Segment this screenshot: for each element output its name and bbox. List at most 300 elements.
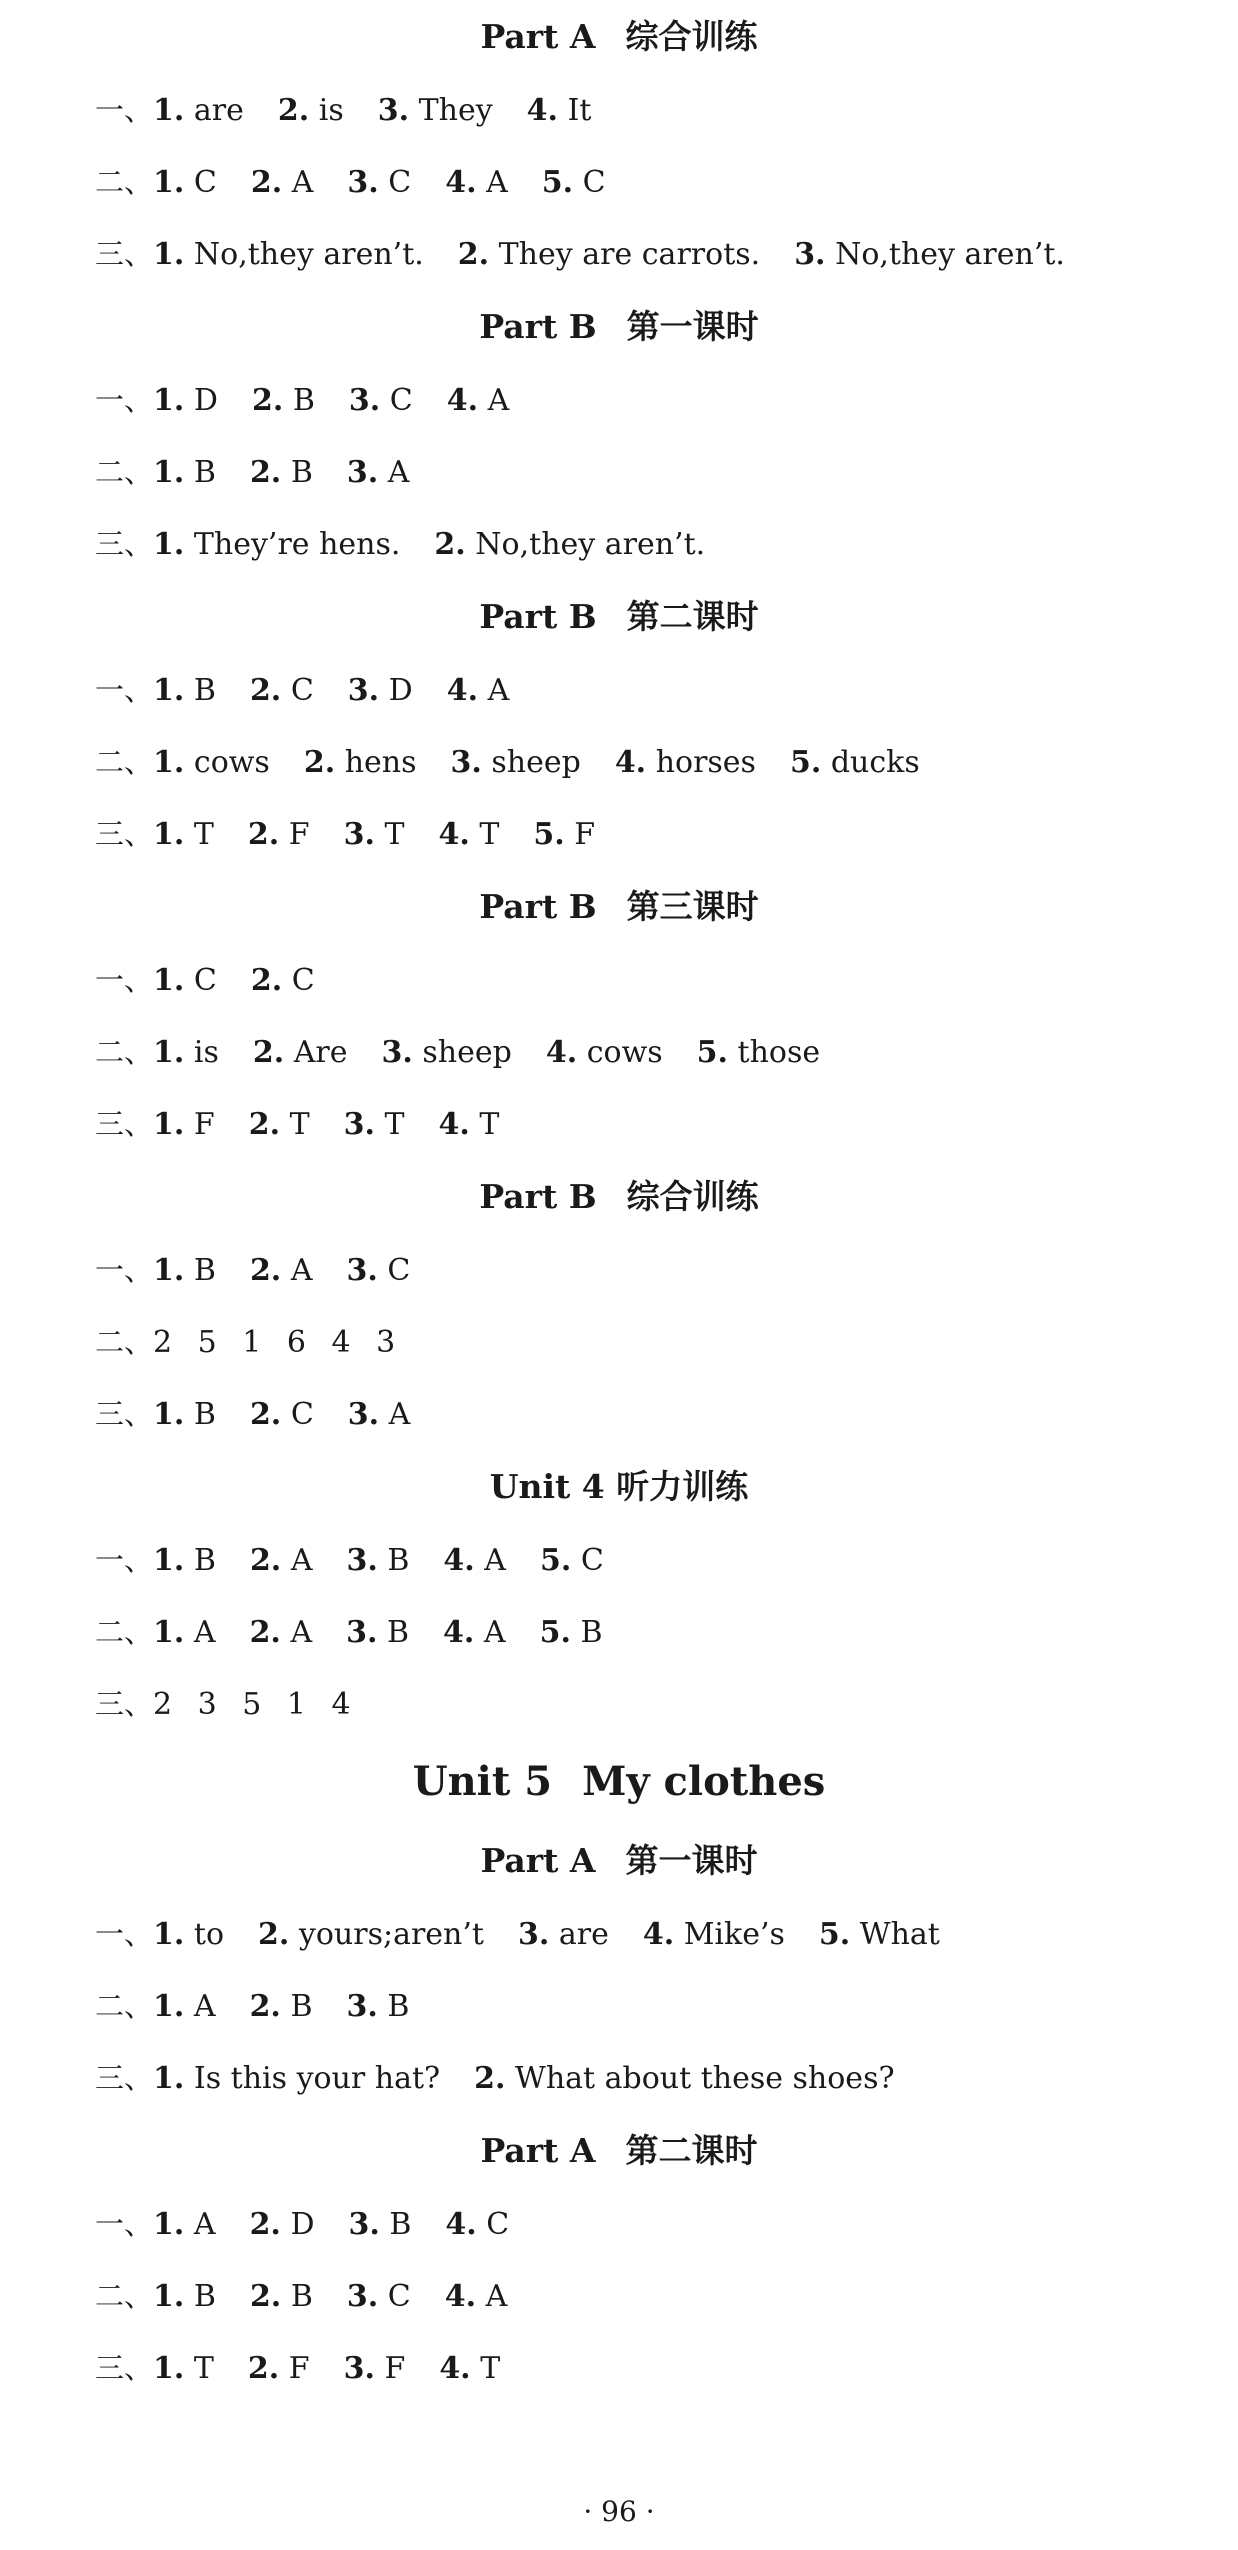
question-number: 1. <box>153 2279 185 2314</box>
answer-row <box>95 364 1238 436</box>
question-number: 4. <box>526 93 558 128</box>
question-number: 5. <box>539 1615 571 1650</box>
question-number: 2. <box>250 963 283 998</box>
answer-text: sheep <box>422 1035 512 1070</box>
section-heading <box>0 1824 1238 1898</box>
answer-item <box>819 1917 940 1952</box>
answer-item <box>697 1035 820 1070</box>
question-number: 4. <box>446 383 479 418</box>
answer-item <box>153 455 216 490</box>
answer-item <box>251 165 314 200</box>
question-number: 2. <box>258 1917 290 1952</box>
question-number: 2. <box>249 2279 282 2314</box>
answer-item <box>447 673 510 708</box>
answer-item <box>527 93 592 128</box>
answer-text: T <box>384 817 405 852</box>
question-group-marker: 三、 <box>95 2351 154 2385</box>
answer-item <box>250 1253 313 1288</box>
question-number: 1. <box>153 1253 185 1288</box>
answer-text: A <box>193 2207 216 2242</box>
answer-row <box>95 1016 1238 1088</box>
answer-item <box>439 1107 500 1142</box>
heading-text: 综合训练 <box>625 17 758 56</box>
answer-item <box>153 1107 215 1142</box>
answer-text: C <box>193 165 217 200</box>
question-number: 2. <box>249 1543 282 1578</box>
answer-item <box>250 1397 314 1432</box>
question-number: 2. <box>247 2351 280 2386</box>
section-heading <box>0 2114 1238 2188</box>
heading-text: Unit 5 <box>412 1758 553 1805</box>
answer-item <box>451 745 581 780</box>
question-group-marker: 三、 <box>95 817 154 851</box>
question-number: 1. <box>153 1989 185 2024</box>
answer-text: B <box>387 1989 410 2024</box>
answer-text: T <box>193 2351 214 2386</box>
answer-item <box>346 1615 409 1650</box>
answer-text: is <box>193 1035 219 1070</box>
question-number: 2. <box>249 1989 281 2024</box>
question-group-marker: 一、 <box>95 383 154 417</box>
answer-text: B <box>193 1397 216 1432</box>
question-group-marker: 三、 <box>95 527 154 561</box>
question-number: 2. <box>252 1035 285 1070</box>
question-number: 2. <box>247 817 280 852</box>
answer-text: C <box>290 1397 314 1432</box>
section-heading <box>0 1160 1238 1234</box>
question-number: 1. <box>153 455 185 490</box>
question-number: 5. <box>541 165 574 200</box>
answer-row <box>95 1970 1238 2042</box>
answer-row <box>95 1378 1238 1450</box>
answer-item <box>445 2279 508 2314</box>
question-number: 3. <box>343 817 375 852</box>
answer-item <box>346 1989 409 2024</box>
answer-item <box>344 1107 405 1142</box>
heading-text: 第三课时 <box>626 887 759 926</box>
answer-item <box>153 1253 216 1288</box>
section-heading <box>0 870 1238 944</box>
answer-text: F <box>288 2351 310 2386</box>
question-group-marker: 一、 <box>95 1543 154 1577</box>
question-number: 2. <box>249 1397 282 1432</box>
answer-item <box>443 1615 506 1650</box>
question-group-marker: 三、 <box>95 1107 154 1141</box>
question-number: 3. <box>348 2207 380 2242</box>
answer-row <box>95 2042 1238 2114</box>
question-group-marker: 三、 <box>95 2061 154 2095</box>
question-group-marker: 三、 <box>95 237 154 271</box>
question-group-marker: 二、 <box>95 1989 154 2023</box>
answer-item <box>533 817 595 852</box>
answer-item <box>347 2279 411 2314</box>
answer-item <box>250 455 313 490</box>
question-number: 2. <box>249 673 282 708</box>
answer-text: B <box>292 383 315 418</box>
heading-text: 第二课时 <box>626 597 759 636</box>
answer-item <box>251 963 315 998</box>
question-number: 3. <box>346 1615 378 1650</box>
question-number: 2. <box>303 745 336 780</box>
heading-text: Part B <box>479 597 597 636</box>
question-number: 3. <box>346 1543 378 1578</box>
answer-text: F <box>193 1107 215 1142</box>
question-number: 2. <box>251 383 284 418</box>
answer-text: Mike’s <box>683 1917 785 1952</box>
answer-row <box>95 2332 1238 2404</box>
answer-item <box>253 1035 348 1070</box>
answer-text: A <box>290 1253 313 1288</box>
question-group-marker: 一、 <box>95 673 154 707</box>
answer-row <box>95 654 1238 726</box>
answer-item <box>153 2279 216 2314</box>
answer-item <box>546 1035 663 1070</box>
question-number: 4. <box>444 2279 477 2314</box>
answer-row <box>95 2188 1238 2260</box>
answer-item <box>518 1917 609 1952</box>
question-number: 1. <box>153 1543 185 1578</box>
answer-row <box>95 74 1238 146</box>
question-number: 2. <box>248 1107 281 1142</box>
answer-item <box>153 1989 216 2024</box>
question-number: 1. <box>153 2207 185 2242</box>
question-number: 4. <box>438 817 470 852</box>
question-number: 1. <box>153 1397 185 1432</box>
question-number: 1. <box>153 1615 185 1650</box>
question-number: 5. <box>533 817 565 852</box>
answer-item <box>278 93 344 128</box>
question-number: 1. <box>153 1107 185 1142</box>
question-number: 2. <box>249 2207 281 2242</box>
question-number: 2. <box>474 2061 506 2096</box>
order-sequence: 2 3 5 1 4 <box>153 1687 352 1722</box>
question-number: 5. <box>789 745 822 780</box>
answer-row <box>95 1088 1238 1160</box>
question-group-marker: 二、 <box>95 1035 154 1069</box>
answer-item <box>250 1615 313 1650</box>
question-number: 1. <box>153 93 185 128</box>
unit-title <box>0 1740 1238 1824</box>
question-number: 1. <box>153 745 185 780</box>
question-number: 2. <box>249 1253 282 1288</box>
question-number: 4. <box>443 1615 475 1650</box>
answer-text: B <box>193 455 216 490</box>
answer-text: are <box>193 93 244 128</box>
answer-item <box>378 93 493 128</box>
answer-text: ducks <box>830 745 920 780</box>
answer-text: D <box>388 673 413 708</box>
answer-row <box>95 1596 1238 1668</box>
question-number: 4. <box>439 2351 471 2386</box>
answer-text: B <box>290 1989 313 2024</box>
heading-text: Unit 4 听力训练 <box>489 1467 749 1506</box>
answer-text: B <box>290 2279 313 2314</box>
answer-item <box>250 673 314 708</box>
answer-item <box>248 817 310 852</box>
answer-row <box>95 726 1238 798</box>
answer-text: No,they aren’t. <box>475 527 706 562</box>
answer-item <box>153 673 216 708</box>
answer-item <box>443 1543 506 1578</box>
answer-item <box>348 1397 411 1432</box>
question-group-marker: 一、 <box>95 1253 154 1287</box>
heading-text: Part B <box>479 887 597 926</box>
answer-text: A <box>388 1397 411 1432</box>
answer-item <box>347 165 411 200</box>
answer-text: horses <box>655 745 756 780</box>
answer-item <box>344 817 405 852</box>
answer-item <box>445 165 508 200</box>
answer-item <box>382 1035 512 1070</box>
question-number: 2. <box>249 1615 281 1650</box>
answer-item <box>439 817 500 852</box>
answer-item <box>349 2207 412 2242</box>
question-number: 3. <box>450 745 482 780</box>
answer-item <box>347 455 410 490</box>
question-number: 3. <box>794 237 826 272</box>
question-number: 1. <box>153 963 185 998</box>
question-number: 4. <box>438 1107 470 1142</box>
answer-item <box>153 1543 216 1578</box>
answer-text: A <box>290 1543 313 1578</box>
answer-row <box>95 1668 1238 1740</box>
answer-text: sheep <box>491 745 581 780</box>
answer-text: T <box>384 1107 405 1142</box>
answer-text: C <box>291 963 315 998</box>
answer-text: B <box>580 1615 603 1650</box>
section-heading <box>0 1450 1238 1524</box>
question-number: 2. <box>457 237 490 272</box>
answer-text: C <box>387 1253 411 1288</box>
answer-item <box>474 2061 894 2096</box>
answer-text: F <box>384 2351 406 2386</box>
answer-text: C <box>486 2207 510 2242</box>
answer-item <box>258 1917 484 1952</box>
question-group-marker: 二、 <box>95 745 154 779</box>
answer-row <box>95 1898 1238 1970</box>
question-group-marker: 一、 <box>95 93 154 127</box>
question-number: 5. <box>818 1917 851 1952</box>
answer-text: B <box>193 1253 216 1288</box>
heading-text: Part B <box>479 307 597 346</box>
heading-text: Part A <box>480 1841 596 1880</box>
heading-text: 第一课时 <box>626 307 759 346</box>
answer-item <box>250 2279 313 2314</box>
section-heading <box>0 0 1238 74</box>
heading-text: Part A <box>480 17 596 56</box>
answer-item <box>304 745 417 780</box>
question-number: 3. <box>347 1397 380 1432</box>
answer-text: A <box>487 673 510 708</box>
answer-text: A <box>486 165 508 200</box>
answer-item <box>153 237 424 272</box>
answer-text: C <box>290 673 314 708</box>
answer-item <box>153 93 244 128</box>
answer-item <box>153 165 217 200</box>
answer-text: D <box>290 2207 315 2242</box>
heading-text: My clothes <box>582 1758 826 1805</box>
answer-item <box>540 1543 604 1578</box>
answer-text: C <box>582 165 606 200</box>
answer-item <box>249 1107 310 1142</box>
question-number: 4. <box>446 673 479 708</box>
answer-text: A <box>487 383 510 418</box>
answer-row <box>95 2260 1238 2332</box>
question-number: 4. <box>545 1035 578 1070</box>
question-number: 2. <box>277 93 310 128</box>
answer-item <box>439 2351 500 2386</box>
answer-item <box>542 165 606 200</box>
answer-item <box>153 2351 214 2386</box>
answer-text: to <box>193 1917 225 1952</box>
question-number: 1. <box>153 383 185 418</box>
question-number: 3. <box>348 383 381 418</box>
question-number: 3. <box>347 165 379 200</box>
heading-text: 第一课时 <box>625 1841 758 1880</box>
answer-text: B <box>193 1543 216 1578</box>
question-number: 1. <box>153 817 185 852</box>
answer-item <box>153 817 214 852</box>
answer-text: C <box>388 165 412 200</box>
question-number: 3. <box>343 2351 375 2386</box>
answer-text: C <box>389 383 413 418</box>
answer-item <box>153 383 218 418</box>
answer-text: They are carrots. <box>498 237 761 272</box>
answer-item <box>153 745 270 780</box>
answer-text: Is this your hat? <box>193 2061 441 2096</box>
answer-text: T <box>479 1107 500 1142</box>
answer-text: No,they aren’t. <box>835 237 1065 272</box>
question-number: 1. <box>153 1917 185 1952</box>
answer-item <box>153 2061 440 2096</box>
answer-text: They’re hens. <box>193 527 401 562</box>
answer-row <box>95 1524 1238 1596</box>
answer-text: B <box>387 1543 410 1578</box>
question-group-marker: 二、 <box>95 1615 154 1649</box>
answer-text: hens <box>344 745 417 780</box>
answer-item <box>248 2351 310 2386</box>
order-sequence: 2 5 1 6 4 3 <box>153 1325 397 1360</box>
answer-text: F <box>288 817 310 852</box>
question-number: 2. <box>250 165 283 200</box>
heading-text: Part A <box>480 2131 596 2170</box>
question-group-marker: 二、 <box>95 455 154 489</box>
answer-row <box>95 508 1238 580</box>
answer-item <box>153 1615 216 1650</box>
question-number: 4. <box>445 2207 477 2242</box>
answer-text: C <box>580 1543 604 1578</box>
question-group-marker: 二、 <box>95 1325 154 1359</box>
question-number: 3. <box>343 1107 375 1142</box>
answer-text: C <box>387 2279 411 2314</box>
section-heading <box>0 580 1238 654</box>
answer-text: is <box>318 93 344 128</box>
answer-item <box>153 2207 216 2242</box>
answer-text: T <box>289 1107 310 1142</box>
answer-row <box>95 1234 1238 1306</box>
answer-item <box>346 1253 410 1288</box>
answer-item <box>540 1615 603 1650</box>
answer-text: B <box>386 1615 410 1650</box>
answer-item <box>794 237 1065 272</box>
answer-text: A <box>193 1615 216 1650</box>
answer-text: Are <box>293 1035 348 1070</box>
answer-item <box>349 383 413 418</box>
answer-item <box>250 1989 313 2024</box>
answer-item <box>346 1543 409 1578</box>
question-number: 4. <box>614 745 647 780</box>
answer-item <box>252 383 315 418</box>
answer-item <box>790 745 920 780</box>
heading-text: 综合训练 <box>626 1177 759 1216</box>
answer-text: cows <box>193 745 270 780</box>
answer-text: F <box>574 817 596 852</box>
answer-text: T <box>480 2351 501 2386</box>
question-group-marker: 二、 <box>95 165 154 199</box>
question-number: 4. <box>642 1917 675 1952</box>
question-number: 2. <box>249 455 282 490</box>
answer-item <box>447 383 510 418</box>
question-number: 2. <box>434 527 466 562</box>
answer-row <box>95 798 1238 870</box>
question-group-marker: 一、 <box>95 963 154 997</box>
answer-item <box>348 673 413 708</box>
question-group-marker: 一、 <box>95 1917 154 1951</box>
question-number: 5. <box>696 1035 728 1070</box>
answer-text: C <box>193 963 217 998</box>
answer-text: A <box>483 1615 506 1650</box>
answer-text: cows <box>586 1035 663 1070</box>
question-number: 3. <box>346 2279 379 2314</box>
answer-text: are <box>558 1917 609 1952</box>
answer-text: They <box>418 93 493 128</box>
answer-content <box>95 0 1238 2404</box>
question-number: 4. <box>445 165 477 200</box>
answer-item <box>153 1397 216 1432</box>
answer-item <box>153 1917 224 1952</box>
page-number: · 96 · <box>583 2495 655 2528</box>
answer-text: B <box>290 455 313 490</box>
answer-item <box>153 1035 219 1070</box>
question-number: 3. <box>381 1035 413 1070</box>
question-number: 5. <box>539 1543 572 1578</box>
question-number: 3. <box>346 1253 378 1288</box>
answer-text: What about these shoes? <box>515 2061 895 2096</box>
heading-text: 第二课时 <box>625 2131 758 2170</box>
question-group-marker: 二、 <box>95 2279 154 2313</box>
answer-text: B <box>193 2279 216 2314</box>
answer-item <box>445 2207 509 2242</box>
question-number: 1. <box>153 2351 185 2386</box>
answer-text: D <box>193 383 218 418</box>
answer-text: B <box>389 2207 412 2242</box>
question-number: 4. <box>443 1543 475 1578</box>
question-number: 1. <box>153 2061 185 2096</box>
section-heading <box>0 290 1238 364</box>
answer-text: What <box>859 1917 940 1952</box>
answer-text: B <box>193 673 216 708</box>
answer-text: those <box>737 1035 821 1070</box>
question-number: 1. <box>153 673 185 708</box>
answer-text: No,they aren’t. <box>193 237 424 272</box>
answer-row <box>95 1306 1238 1378</box>
answer-text: T <box>193 817 214 852</box>
answer-item <box>458 237 760 272</box>
answer-row <box>95 436 1238 508</box>
answer-item <box>250 2207 315 2242</box>
answer-text: T <box>479 817 500 852</box>
answer-item <box>153 527 400 562</box>
